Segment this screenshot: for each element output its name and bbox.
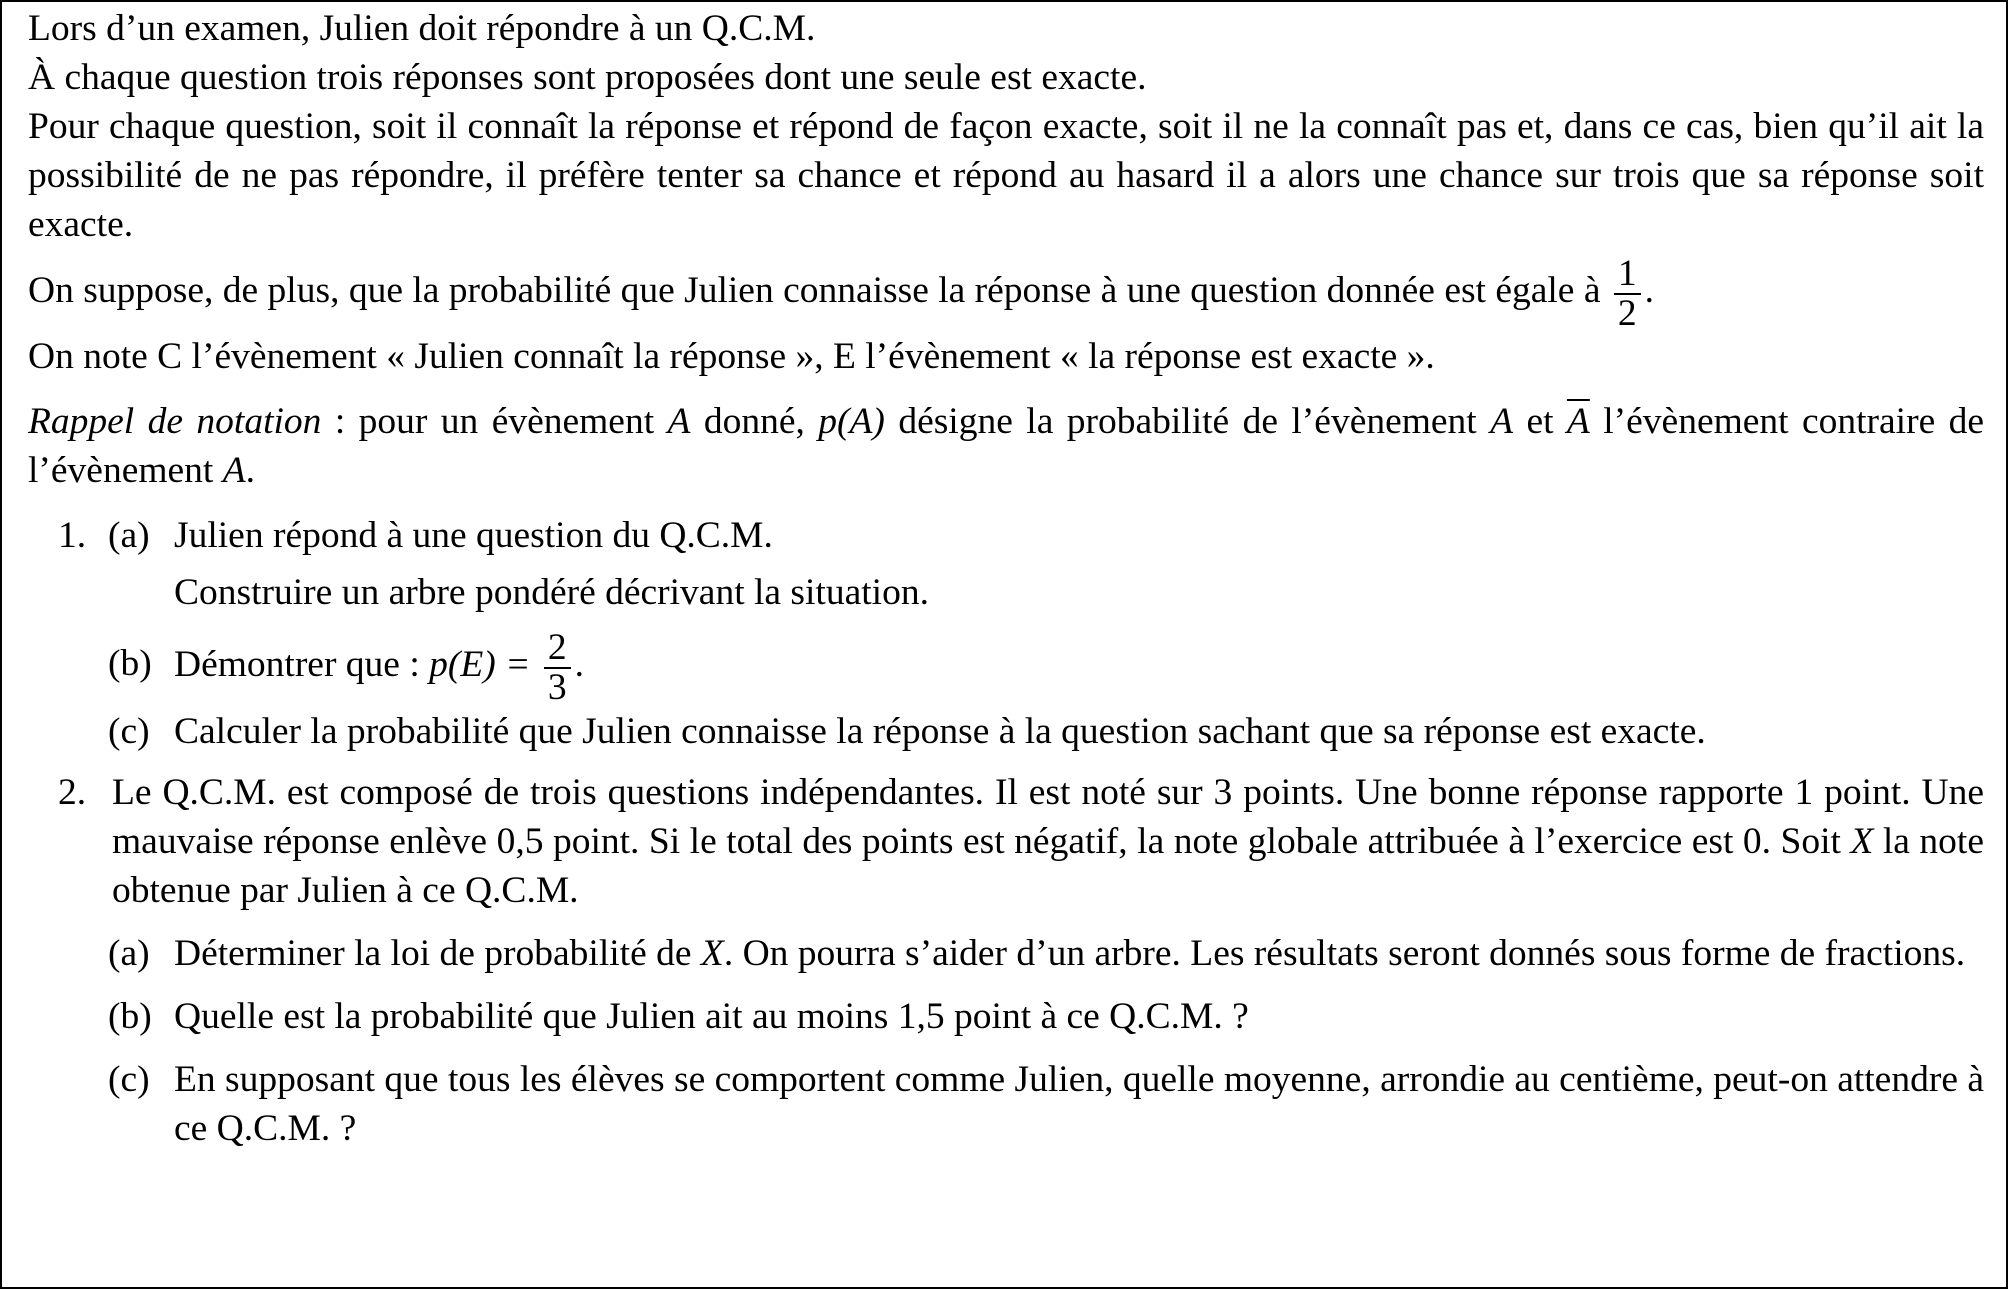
- q1c-text: Calculer la probabilité que Julien connaisse la réponse à la question sachant que sa réponse est exacte.: [174, 711, 1706, 752]
- rappel-paragraph: [28, 397, 1984, 495]
- subquestion-label: (b): [108, 996, 152, 1037]
- intro-line-4: [28, 255, 1984, 332]
- question-number: 1.: [58, 515, 87, 556]
- fraction-denominator: 2: [1617, 292, 1637, 334]
- subquestion-label: (c): [108, 1059, 150, 1100]
- intro-line-4-text: On suppose, de plus, que la probabilité que Julien connaisse la réponse à une question donnée est égale à: [28, 270, 1601, 312]
- q1b-text: [174, 629, 1984, 706]
- rappel-text-5: l’évènement contraire de l’évènement: [28, 401, 1985, 491]
- variable-x: X: [700, 933, 724, 974]
- q1a-line-2: Construire un arbre pondéré décrivant la situation.: [174, 572, 929, 613]
- exercise-content: [28, 2, 1984, 1153]
- subquestion-label: (c): [108, 711, 150, 752]
- question-2c: [28, 1055, 1984, 1153]
- question-number: 2.: [58, 772, 87, 813]
- intro-line-1: Lors d’un examen, Julien doit répondre à un Q.C.M.: [28, 8, 816, 49]
- q2c-text: En supposant que tous les élèves se comportent comme Julien, quelle moyenne, arrondie au centième, peut-on attendre à ce Q.C.M. ?: [174, 1059, 1984, 1149]
- rappel-text-4: et: [1513, 401, 1567, 442]
- event-a: A: [1490, 401, 1514, 442]
- q2-text: [112, 768, 1984, 915]
- rappel-text-6: .: [245, 450, 255, 491]
- q1b-expression: p(E) =: [429, 644, 531, 686]
- q2-text-b: la note obtenue par Julien à ce Q.C.M.: [112, 821, 1984, 911]
- intro-line-4-end: .: [1644, 270, 1654, 312]
- subquestion-label: (b): [108, 643, 152, 684]
- q1b-prompt: Démontrer que :: [174, 644, 430, 686]
- question-1c: [28, 707, 1984, 756]
- intro-line-5: On note C l’évènement « Julien connaît la réponse », E l’évènement « la réponse est exacte ».: [28, 336, 1435, 377]
- event-a: A: [222, 450, 246, 491]
- q2b-text: Quelle est la probabilité que Julien ait au moins 1,5 point à ce Q.C.M. ?: [174, 996, 1249, 1037]
- q2-text-a: Le Q.C.M. est composé de trois questions indépendantes. Il est noté sur 3 points. Une bonne réponse rapporte 1 point. Une mauvaise réponse enlève 0,5 point. Si le total des points est négatif, la note globale attribuée à l’exercice est 0. Soit: [112, 772, 1984, 862]
- subquestion-label: (a): [108, 933, 150, 974]
- question-1b: [28, 627, 1984, 708]
- fraction-two-thirds: [544, 629, 571, 706]
- intro-line-2: À chaque question trois réponses sont proposées dont une seule est exacte.: [28, 57, 1147, 98]
- intro-line-3: Pour chaque question, soit il connaît la réponse et répond de façon exacte, soit il ne la connaît pas et, dans ce cas, bien qu’il ait la possibilité de ne pas répondre, il préfère tenter sa chance et répond au hasard il a alors une chance sur trois que sa réponse soit exacte.: [28, 106, 1984, 245]
- fraction-denominator: 3: [547, 666, 567, 708]
- question-2b: [28, 992, 1984, 1041]
- event-a-complement: $\overline{A}$: [1566, 401, 1590, 442]
- variable-x: X: [1850, 821, 1874, 862]
- question-2: [28, 768, 1984, 915]
- q1a-line-1: Julien répond à une question du Q.C.M.: [174, 515, 773, 556]
- prob-of-a: p(A): [818, 401, 885, 442]
- rappel-text-1: : pour un évènement: [321, 401, 668, 442]
- rappel-label: Rappel de notation: [28, 401, 322, 442]
- fraction-numerator: 2: [544, 629, 571, 669]
- rappel-text-2: donné,: [690, 401, 819, 442]
- rappel-text-3: désigne la probabilité de l’évènement: [884, 401, 1491, 442]
- q2a-text-2: . On pourra s’aider d’un arbre. Les résultats seront donnés sous forme de fractions.: [723, 933, 1966, 974]
- q2a-text-1: Déterminer la loi de probabilité de: [174, 933, 701, 974]
- subquestion-label: (a): [108, 515, 150, 556]
- fraction-one-half: [1614, 255, 1641, 332]
- question-2a: [28, 929, 1984, 978]
- question-1: [28, 511, 1984, 617]
- q1b-end: .: [574, 644, 584, 686]
- q2a-text: [174, 929, 1984, 978]
- fraction-numerator: 1: [1614, 255, 1641, 295]
- event-a: A: [667, 401, 691, 442]
